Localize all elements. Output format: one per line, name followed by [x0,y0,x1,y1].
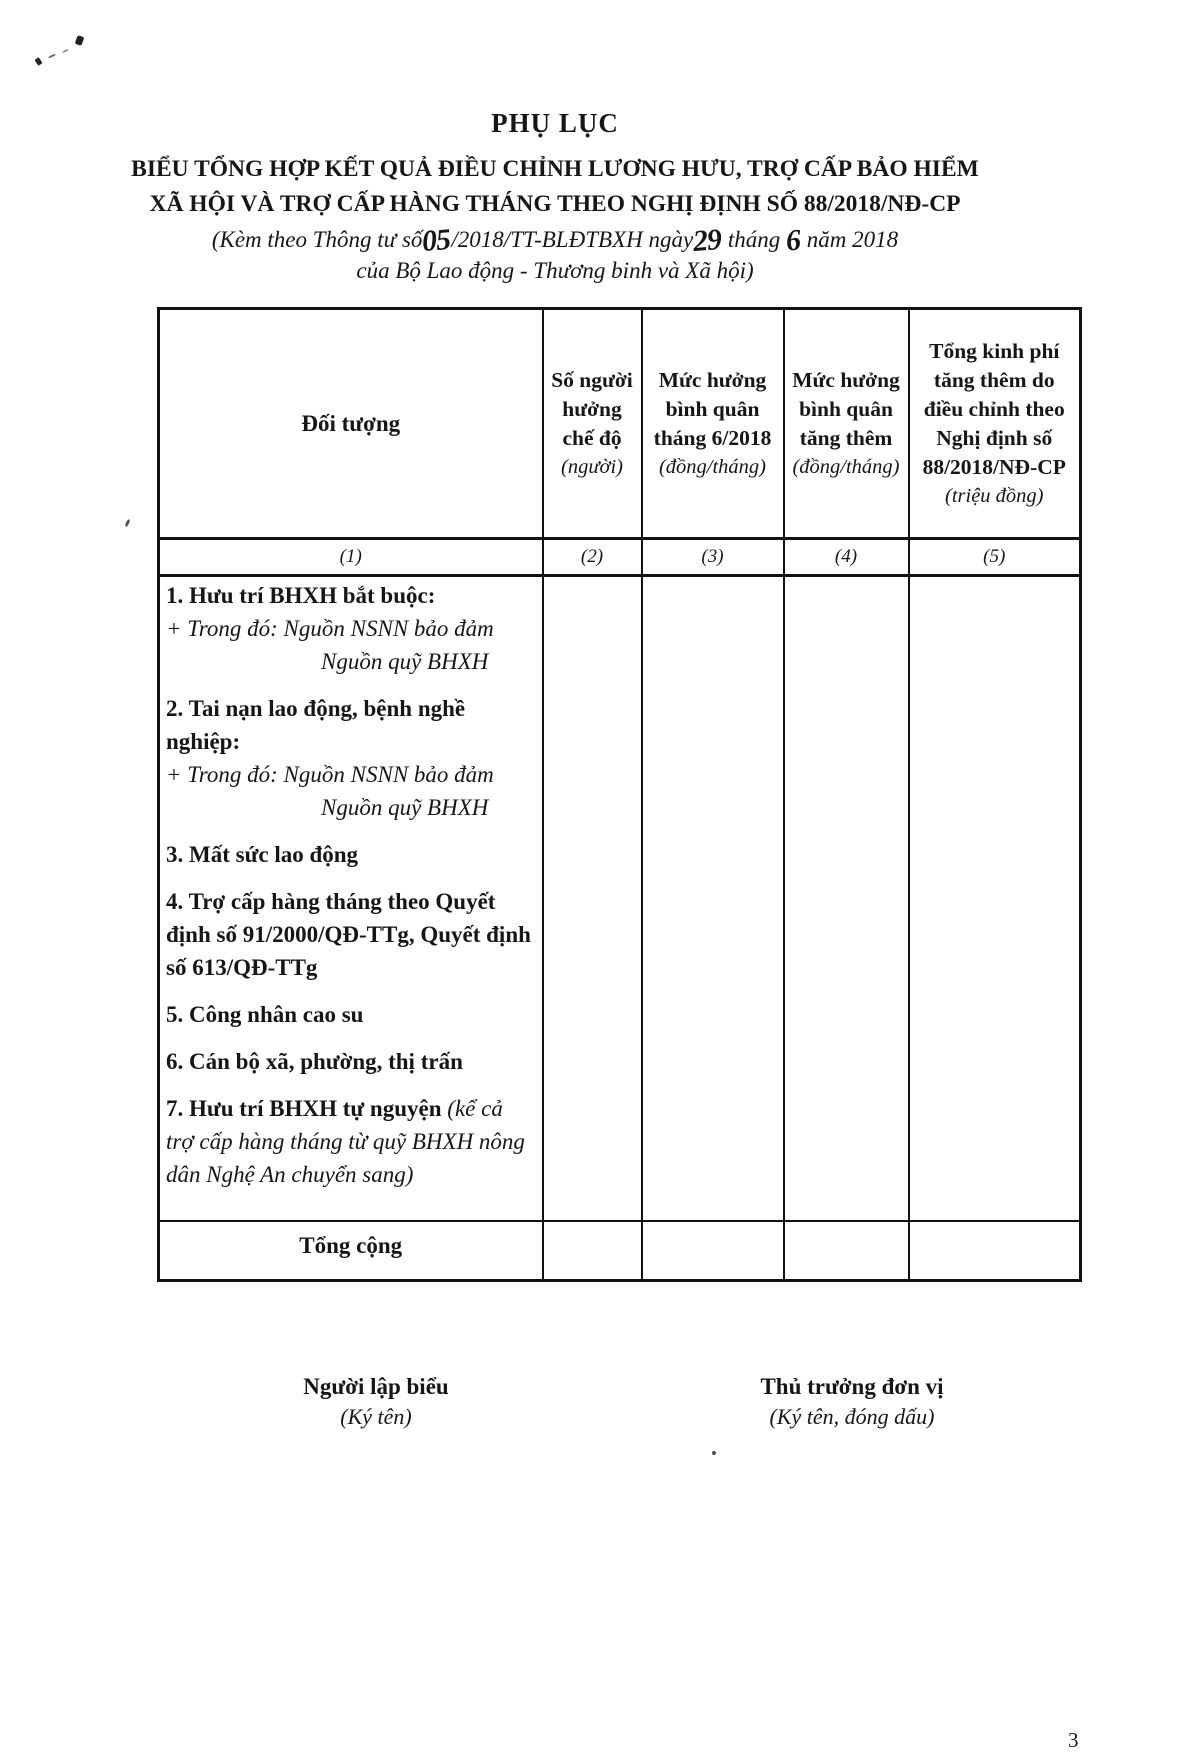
item-7-note: (kể cả trợ cấp hàng tháng từ quỹ BHXH nông dân Nghệ An chuyển sang) [166,1096,525,1187]
item-2-sub-nsnn: + Trong đó: Nguồn NSNN bảo đảm [166,762,494,787]
subtitle-line-1 [0,222,1110,259]
item-2 [166,692,536,824]
handwritten-month: 6 [784,223,802,258]
scan-speck [34,57,42,66]
index-col-2: (2) [543,539,642,576]
item-7-title: 7. Hưu trí BHXH tự nguyện [166,1096,442,1121]
index-col-5: (5) [909,539,1081,576]
empty-total-muc-huong-62018 [642,1221,784,1281]
scan-speck [124,519,130,528]
table-body-row [159,576,1081,1221]
empty-cell-muc-huong-tang-them [784,576,909,1221]
total-label: Tổng cộng [159,1221,543,1281]
header-muc-huong-tang-them-unit: (đồng/tháng) [792,455,900,478]
header-tong-kinh-phi [909,309,1081,539]
scan-speck [75,35,85,46]
header-doi-tuong: Đối tượng [159,309,543,539]
scan-speck [62,49,69,54]
subtitle-line-2: của Bộ Lao động - Thương binh và Xã hội) [356,258,754,283]
header-muc-huong-tang-them [784,309,909,539]
item-2-sub-quy-bhxh: Nguồn quỹ BHXH [321,795,489,820]
page-title: PHỤ LỤC [491,108,619,138]
head-of-unit-instruction: (Ký tên, đóng dấu) [769,1404,935,1429]
empty-cell-so-nguoi [543,576,642,1221]
header-so-nguoi-label: Số người hưởng chế độ [551,367,633,450]
item-5 [166,998,536,1031]
empty-total-so-nguoi [543,1221,642,1281]
item-1-sub-quy-bhxh: Nguồn quỹ BHXH [321,649,489,674]
header-so-nguoi-unit: (người) [561,455,623,478]
item-6 [166,1045,536,1078]
item-1-sub-nsnn: + Trong đó: Nguồn NSNN bảo đảm [166,616,494,641]
empty-total-muc-huong-tang-them [784,1221,909,1281]
item-7 [166,1092,536,1191]
item-4 [166,885,536,984]
item-4-title: 4. Trợ cấp hàng tháng theo Quyết định số 91/2000/QĐ-TTg, Quyết định số 613/QĐ-TTg [166,889,531,980]
signature-block-preparer [226,1372,526,1432]
header-tong-kinh-phi-label: Tổng kinh phí tăng thêm do điều chỉnh theo Nghị định số 88/2018/NĐ-CP [922,338,1066,479]
header-so-nguoi [543,309,642,539]
subtitle-part-1: (Kèm theo Thông tư số [211,227,423,252]
document-heading [0,152,1110,222]
empty-total-tong-kinh-phi [909,1221,1081,1281]
preparer-instruction: (Ký tên) [340,1404,412,1429]
header-muc-huong-62018-unit: (đồng/tháng) [658,455,767,478]
scan-speck [48,53,56,58]
item-5-title: 5. Công nhân cao su [166,1002,364,1027]
table-total-row [159,1221,1081,1281]
subtitle-part-2: /2018/TT-BLĐTBXH ngày [451,227,694,252]
index-col-4: (4) [784,539,909,576]
item-1 [166,579,536,678]
scan-speck [712,1451,716,1455]
handwritten-day: 29 [691,222,723,259]
subtitle-part-3: tháng [727,227,781,252]
subtitle-part-4: năm 2018 [806,227,899,252]
empty-cell-muc-huong-62018 [642,576,784,1221]
page-number: 3 [1068,1728,1079,1752]
signature-block-head-of-unit [672,1372,1032,1432]
heading-line-2: XÃ HỘI VÀ TRỢ CẤP HÀNG THÁNG THEO NGHỊ ĐỊNH SỐ 88/2018/NĐ-CP [149,191,961,217]
empty-cell-tong-kinh-phi [909,576,1081,1221]
header-muc-huong-62018 [642,309,784,539]
index-col-1: (1) [159,539,543,576]
item-3 [166,838,536,871]
item-2-title: 2. Tai nạn lao động, bệnh nghề nghiệp: [166,696,466,754]
preparer-title: Người lập biểu [303,1374,449,1399]
heading-line-1: BIỂU TỔNG HỢP KẾT QUẢ ĐIỀU CHỈNH LƯƠNG HƯU, TRỢ CẤP BẢO HIỂM [131,156,979,182]
item-6-title: 6. Cán bộ xã, phường, thị trấn [166,1049,463,1074]
summary-table [157,307,1082,1282]
header-tong-kinh-phi-unit: (triệu đồng) [945,484,1044,507]
item-3-title: 3. Mất sức lao động [166,842,359,867]
head-of-unit-title: Thủ trưởng đơn vị [760,1374,944,1399]
document-subtitle [0,224,1110,286]
index-col-3: (3) [642,539,784,576]
item-1-title: 1. Hưu trí BHXH bắt buộc: [166,583,436,608]
handwritten-circular-number: 05 [420,222,452,259]
table-header-row [159,309,1081,539]
header-muc-huong-tang-them-label: Mức hưởng bình quân tăng thêm [792,367,900,450]
table-index-row [159,539,1081,576]
header-muc-huong-62018-label: Mức hưởng bình quân tháng 6/2018 [653,367,772,450]
items-cell [159,576,543,1221]
